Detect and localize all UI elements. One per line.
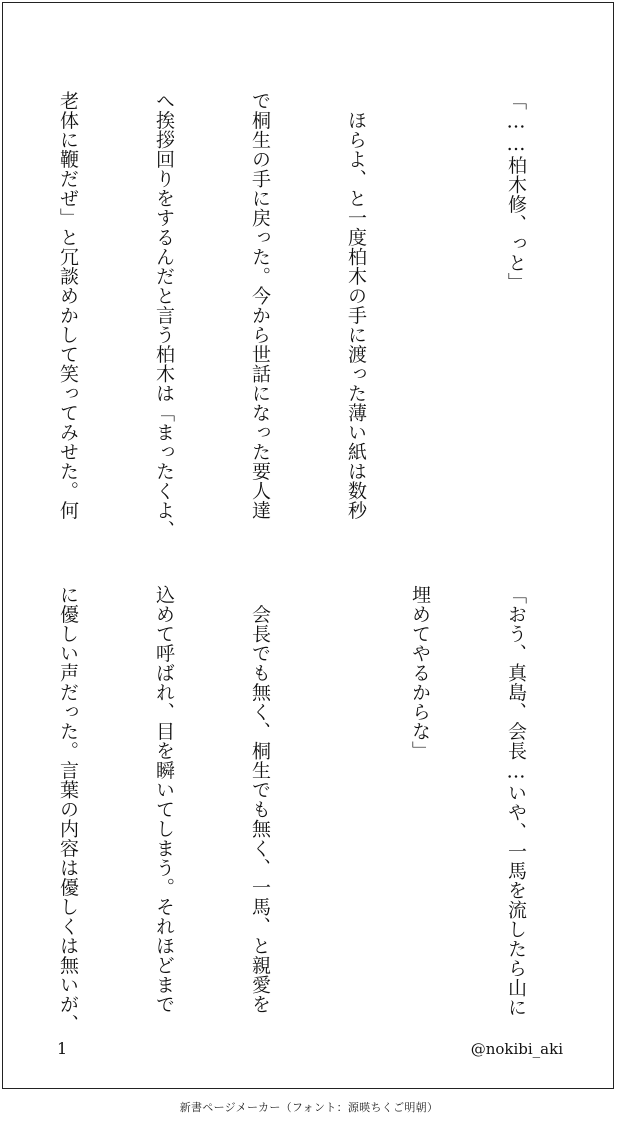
text-line: 「おう、真島、会長…いや、一馬を流したら山に (505, 585, 527, 1017)
text-line: で桐生の手に戻った。今から世話になった要人達 (249, 91, 271, 520)
text-line: 「……柏木修、っと」 (505, 91, 527, 292)
text-line: 埋めてやるからな」 (409, 585, 431, 761)
lower-text-block (0, 585, 596, 1034)
author-handle: @nokibi_aki (470, 1040, 563, 1058)
text-line: 込めて呼ばれ、目を瞬いてしまう。それほどまで (153, 585, 175, 1014)
footer-credit: 新書ページメーカー（フォント：源暎ちくご明朝） (179, 1101, 439, 1114)
text-line: 老体に鞭だぜ」と冗談めかして笑ってみせた。何 (57, 91, 79, 520)
upper-text-block (0, 91, 596, 540)
text-line: に優しい声だった。言葉の内容は優しくは無いが、 (57, 585, 79, 1034)
page-number: 1 (57, 1039, 68, 1058)
page-frame (2, 2, 614, 1089)
text-line: ほらよ、と一度柏木の手に渡った薄い紙は数秒 (345, 91, 367, 520)
text-line: 会長でも無く、桐生でも無く、一馬、と親愛を (249, 585, 271, 1014)
text-line: へ挨拶回りをするんだと言う柏木は「まったくよ、 (153, 91, 175, 540)
